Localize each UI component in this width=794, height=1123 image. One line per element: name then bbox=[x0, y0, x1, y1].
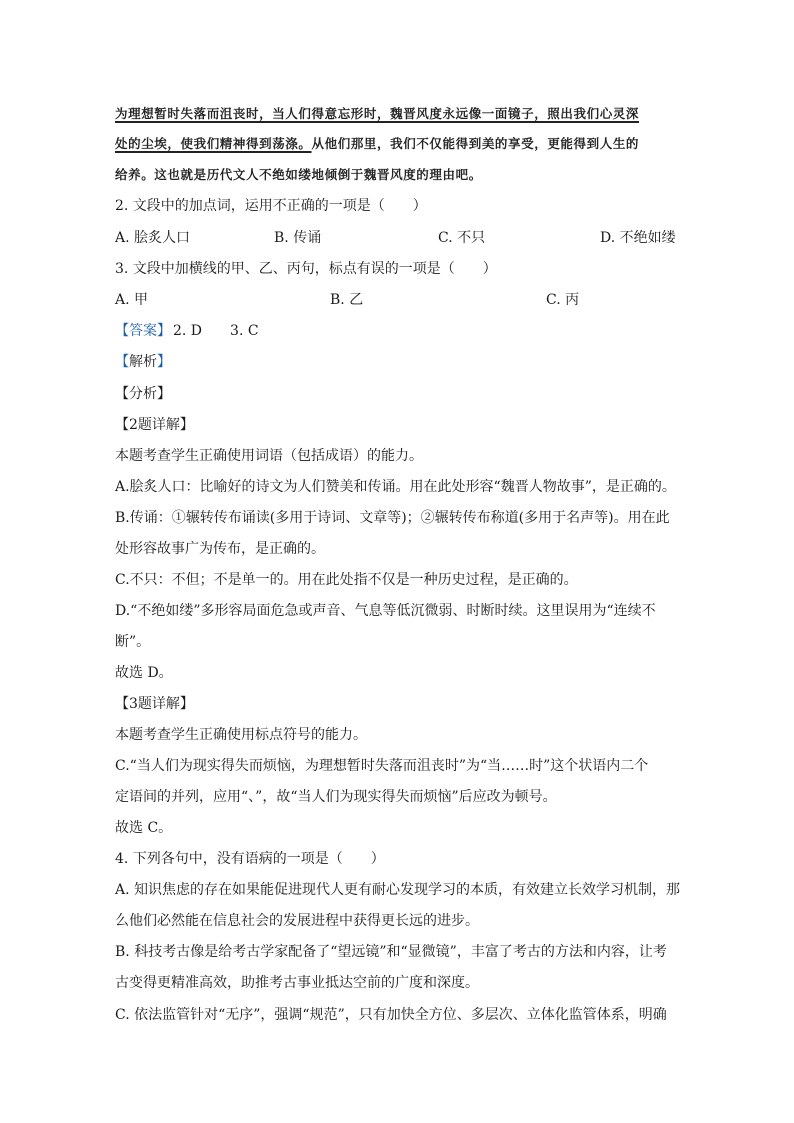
q3-conclusion: 故选 C。 bbox=[115, 820, 173, 836]
question-4-stem: 4. 下列各句中，没有语病的一项是（ ） bbox=[115, 851, 385, 867]
question-4-option-a-2: 么他们必然能在信息社会的发展进程中获得更长远的进步。 bbox=[115, 913, 479, 929]
answer-close-bracket-icon: 】 bbox=[157, 323, 171, 339]
bracket-open-icon: 【 bbox=[115, 354, 129, 370]
question-2-option-a: A. 脍炙人口 bbox=[115, 230, 191, 246]
section-q2-detail bbox=[115, 415, 194, 435]
q2-conclusion: 故选 D。 bbox=[115, 665, 173, 681]
bracket-open-icon: 【 bbox=[115, 417, 129, 433]
question-4-option-b-1: B. 科技考古像是给考古学家配备了“望远镜”和“显微镜”，丰富了考古的方法和内容，让考 bbox=[115, 944, 667, 960]
question-4-option-b-2: 古变得更精准高效，助推考古事业抵达空前的广度和深度。 bbox=[115, 975, 479, 991]
passage-line-3: 给养。这也就是历代文人不绝如缕地倾倒于魏晋风度的理由吧。 bbox=[115, 167, 482, 182]
q3-explain-intro: 本题考查学生正确使用标点符号的能力。 bbox=[115, 727, 367, 743]
section-fenxi-label: 分析 bbox=[129, 386, 157, 402]
section-q2-detail-label: 2题详解 bbox=[129, 417, 180, 433]
q2-explain-c: C.不只：不但；不是单一的。用在此处指不仅是一种历史过程，是正确的。 bbox=[115, 572, 578, 588]
q2-explain-a: A.脍炙人口：比喻好的诗文为人们赞美和传诵。用在此处形容“魏晋人物故事”，是正确的。 bbox=[115, 479, 676, 495]
question-4-option-a-1: A. 知识焦虑的存在如果能促进现代人更有耐心发现学习的本质，有效建立长效学习机制，那 bbox=[115, 882, 681, 898]
bracket-open-icon: 【 bbox=[115, 386, 129, 402]
section-q3-detail bbox=[115, 694, 194, 714]
section-jiexi-label: 解析 bbox=[129, 354, 157, 370]
answer-label: 答案 bbox=[129, 323, 157, 339]
bracket-open-icon: 【 bbox=[115, 696, 129, 712]
q2-explain-intro: 本题考查学生正确使用词语（包括成语）的能力。 bbox=[115, 448, 423, 464]
question-2-option-c: C. 不只 bbox=[438, 230, 486, 246]
question-2-option-d: D. 不绝如缕 bbox=[600, 230, 676, 246]
question-3-option-a: A. 甲 bbox=[115, 292, 149, 308]
q2-explain-d-2: 断”。 bbox=[115, 634, 151, 650]
question-2-stem: 2. 文段中的加点词，运用不正确的一项是（ ） bbox=[115, 198, 427, 214]
passage-line-2-rest: 从他们那里，我们不仅能得到美的享受，更能得到人生的 bbox=[311, 136, 640, 151]
q3-explain-c-2: 定语间的并列，应用“、”，故“当人们为现实得失而烦恼”后应改为顿号。 bbox=[115, 789, 557, 805]
passage-underlined-sentence: 处的尘埃，使我们精神得到荡涤。 bbox=[115, 136, 312, 151]
answer-line bbox=[115, 321, 259, 341]
bracket-close-icon: 】 bbox=[157, 386, 171, 402]
section-q3-detail-label: 3题详解 bbox=[129, 696, 180, 712]
section-jiexi bbox=[115, 352, 171, 372]
bracket-close-icon: 】 bbox=[157, 354, 171, 370]
q2-explain-b-2: 处形容故事广为传布，是正确的。 bbox=[115, 541, 325, 557]
passage-line-1: 为理想暂时失落而沮丧时，当人们得意忘形时，魏晋风度永远像一面镜子，照出我们心灵深 bbox=[115, 106, 640, 121]
question-3-option-c: C. 丙 bbox=[546, 292, 580, 308]
question-4-option-c-1: C. 依法监管针对“无序”，强调“规范”，只有加快全方位、多层次、立体化监管体系，明确 bbox=[115, 1007, 667, 1023]
question-2-option-b: B. 传诵 bbox=[274, 230, 322, 246]
bracket-close-icon: 】 bbox=[179, 417, 194, 433]
q2-explain-b-1: B.传诵：①辗转传布诵读(多用于诗词、文章等)；②辗转传布称道(多用于名声等)。用在此 bbox=[115, 510, 670, 526]
bracket-close-icon: 】 bbox=[179, 696, 194, 712]
passage-line-2 bbox=[115, 134, 639, 154]
question-3-option-b: B. 乙 bbox=[330, 292, 364, 308]
question-3-stem: 3. 文段中加横线的甲、乙、丙句，标点有误的一项是（ ） bbox=[115, 261, 497, 277]
section-fenxi bbox=[115, 384, 171, 404]
answer-open-bracket-icon: 【 bbox=[115, 323, 129, 339]
q3-explain-c-1: C.“当人们为现实得失而烦恼，为理想暂时失落而沮丧时”为“当……时”这个状语内二个 bbox=[115, 758, 649, 774]
q2-explain-d-1: D.“不绝如缕”多形容局面危急或声音、气息等低沉微弱、时断时续。这里误用为“连续不 bbox=[115, 603, 656, 619]
answer-values: 2. D 3. C bbox=[173, 323, 259, 339]
